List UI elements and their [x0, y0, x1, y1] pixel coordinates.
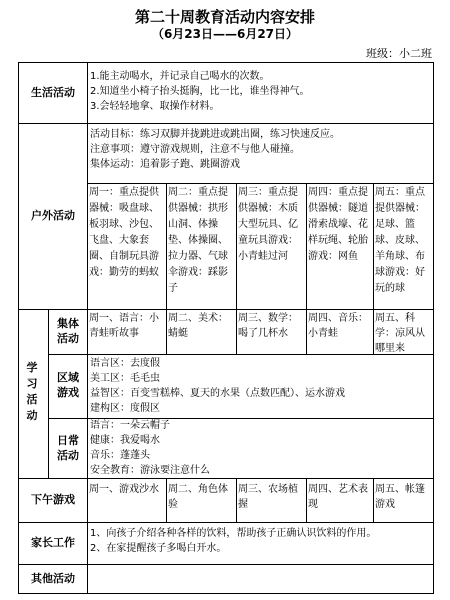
outdoor-notes: 注意事项：遵守游戏规则，注意不与他人碰撞。	[90, 144, 300, 155]
daily-line: 语言：一朵云帽子	[90, 420, 170, 431]
date-range: （6月23日——6月27日）	[151, 27, 299, 41]
outdoor-monday: 周一：重点提供器械：吸盘球、板羽球、沙包、飞盘、大象套圈、自制玩具游戏：勤劳的蚂蚁	[89, 187, 159, 278]
group-monday: 周一、语言：小青蛙听故事	[89, 313, 159, 339]
learning-label: 学习活动	[26, 361, 38, 422]
area-game-content	[90, 356, 432, 416]
outdoor-thursday: 周四：重点提供器械：隧道滑索战壕、花样玩绳、轮胎游戏：网鱼	[308, 187, 368, 262]
area-line: 益智区：百变雪糕棒、夏天的水果（点数匹配）、运水游戏	[90, 388, 345, 399]
class-label: 班级：小二班	[366, 47, 432, 60]
daily-line: 音乐：蓬蓬头	[90, 450, 150, 461]
outdoor-intro	[90, 127, 432, 172]
daily-activity-content	[90, 418, 432, 478]
outdoor-label: 户外活动	[31, 209, 75, 222]
afternoon-tuesday: 周二、角色体验	[168, 484, 228, 510]
outdoor-tuesday: 周二：重点提供器械：拱形山洞、体操垫、体操圈、拉力器、气球伞游戏：踩影子	[168, 187, 228, 294]
area-line: 美工区：毛毛虫	[90, 373, 160, 384]
outdoor-friday: 周五：重点提供器械：足球、篮球、皮球、羊角球、布球游戏：好玩的球	[375, 187, 425, 294]
outdoor-wednesday: 周三：重点提供器械：木质大型玩具、亿童玩具游戏：小青蛙过河	[238, 187, 298, 262]
group-wednesday: 周三、数学：喝了几杯水	[238, 313, 298, 339]
daily-activity-label: 日常活动	[57, 434, 79, 462]
afternoon-monday: 周一、游戏沙水	[89, 484, 159, 495]
parents-line: 1、向孩子介绍各种各样的饮料，帮助孩子正确认识饮料的作用。	[90, 528, 377, 539]
group-tuesday: 周二、美术：蜻蜓	[168, 313, 228, 339]
outdoor-goal: 活动目标：练习双脚并拢跳进或跳出圈，练习快速反应。	[90, 129, 340, 140]
life-content	[90, 69, 432, 114]
group-friday: 周五、科学：凉风从哪里来	[375, 313, 425, 354]
life-line: 1.能主动喝水，并记录自己喝水的次数。	[90, 71, 270, 82]
document-title: 第二十周教育活动内容安排	[134, 8, 315, 26]
group-activity-label: 集体活动	[57, 317, 79, 345]
group-thursday: 周四、音乐：小青蛙	[308, 313, 368, 339]
area-game-label: 区域游戏	[57, 371, 79, 399]
area-line: 语言区：去度假	[90, 358, 160, 369]
daily-line: 健康：我爱喝水	[90, 435, 160, 446]
other-label: 其他活动	[31, 572, 75, 585]
life-label: 生活活动	[31, 86, 75, 99]
afternoon-label: 下午游戏	[31, 493, 75, 506]
afternoon-friday: 周五、帐篷游戏	[375, 484, 425, 510]
parents-content	[90, 526, 432, 556]
parents-label: 家长工作	[31, 536, 75, 549]
afternoon-wednesday: 周三、农场植握	[238, 484, 298, 510]
daily-line: 安全教育：游泳要注意什么	[90, 465, 210, 476]
life-line: 3.会轻轻地拿、取操作材料。	[90, 101, 220, 112]
area-line: 建构区：度假区	[90, 403, 160, 414]
parents-line: 2、在家提醒孩子多喝白开水。	[90, 543, 227, 554]
afternoon-thursday: 周四、艺术表现	[308, 484, 368, 510]
outdoor-group-exercise: 集体运动：追着影子跑、跳圈游戏	[90, 159, 240, 170]
life-line: 2.知道坐小椅子抬头挺胸，比一比，谁坐得神气。	[90, 86, 310, 97]
